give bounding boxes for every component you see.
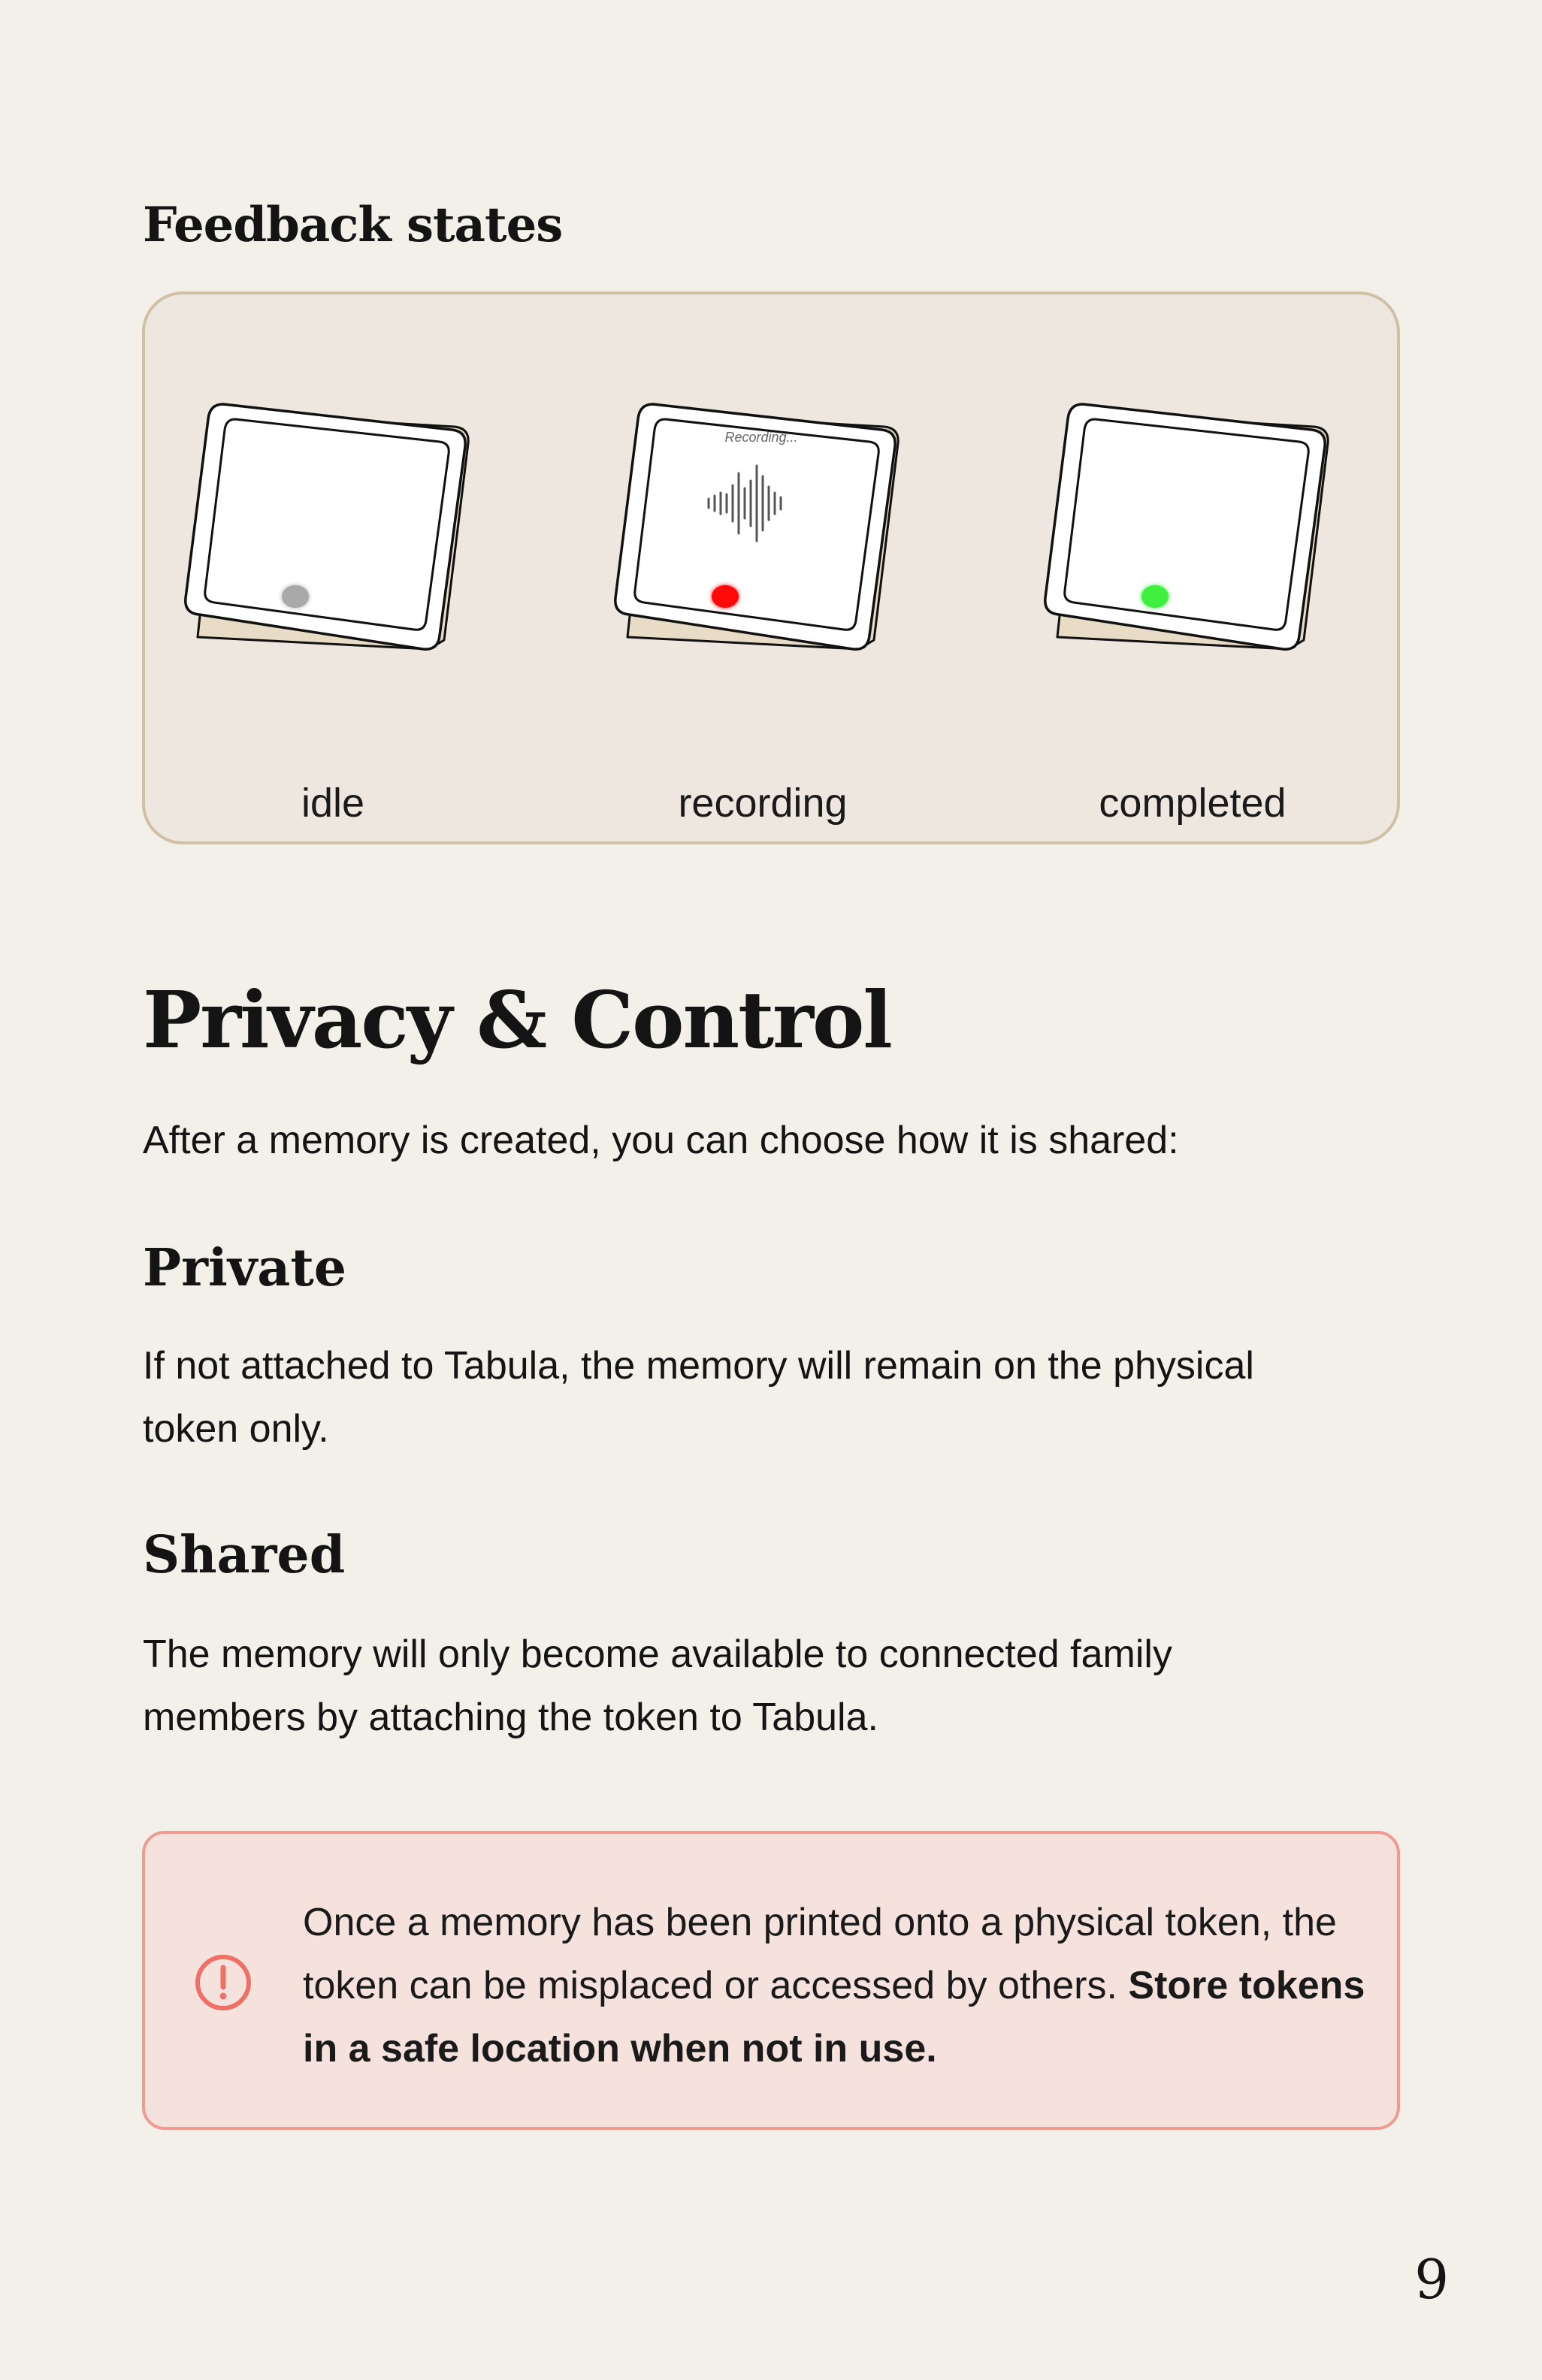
feedback-states-panel — [142, 291, 1400, 844]
warning-text — [303, 1891, 1370, 2080]
state-label-completed: completed — [1099, 781, 1287, 826]
private-heading: Private — [143, 1238, 347, 1298]
state-idle — [175, 379, 491, 826]
page-title: Privacy & Control — [143, 974, 891, 1066]
token-device-recording-icon — [605, 379, 921, 664]
recording-indicator-light — [712, 585, 739, 608]
page-number: 9 — [1414, 2248, 1449, 2311]
state-completed — [1035, 379, 1350, 826]
feedback-states-heading: Feedback states — [143, 197, 563, 253]
idle-indicator-light — [282, 585, 309, 608]
intro-text: After a memory is created, you can choose how it is shared: — [143, 1119, 1179, 1162]
warning-callout — [142, 1831, 1400, 2130]
state-recording — [605, 379, 921, 826]
warning-emphasis: Store tokens in a safe location when not in use. — [303, 1964, 1365, 2070]
shared-description: The memory will only become available to connected family members by attaching the token to Tabula. — [143, 1632, 1172, 1739]
recording-screen-text: Recording... — [724, 430, 798, 445]
state-label-recording: recording — [678, 781, 848, 826]
shared-heading: Shared — [143, 1525, 346, 1585]
private-description: If not attached to Tabula, the memory will remain on the physical token only. — [143, 1344, 1254, 1451]
token-device-idle-icon — [175, 379, 491, 664]
completed-indicator-light — [1141, 585, 1169, 608]
warning-body: Once a memory has been printed onto a physical token, the token can be misplaced or accessed by others. — [303, 1901, 1337, 2007]
state-label-idle: idle — [301, 781, 365, 826]
alert-circle-icon — [193, 1953, 253, 2013]
token-device-completed-icon — [1035, 379, 1350, 664]
